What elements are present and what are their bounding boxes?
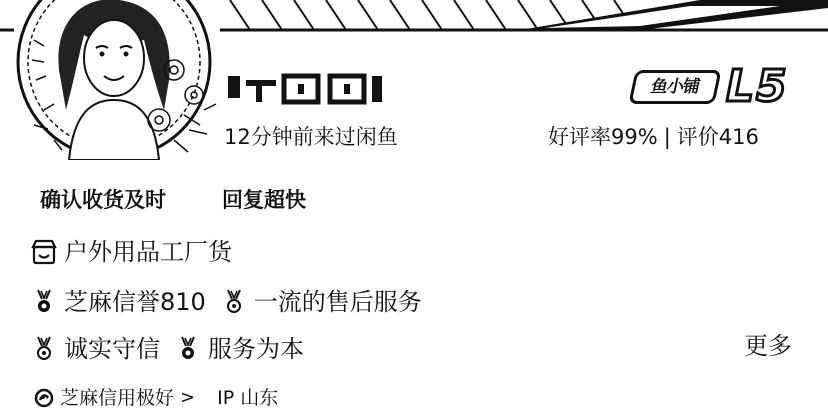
level-number: L5	[726, 61, 789, 112]
last-active-time: 12分钟前来过闲鱼	[224, 125, 398, 149]
rating-summary[interactable]	[548, 124, 759, 150]
review-count[interactable]: 评价416	[676, 125, 759, 149]
credit-footer[interactable]	[34, 385, 278, 411]
badge-row-2	[30, 333, 318, 365]
honesty-badge: 诚实守信	[64, 335, 160, 363]
medal-icon	[30, 287, 58, 317]
more-button[interactable]: 更多	[744, 332, 792, 360]
badge-row-1	[30, 286, 436, 318]
avatar[interactable]	[14, 0, 220, 160]
medal-icon	[30, 334, 58, 364]
level-badge: 鱼小铺	[628, 70, 721, 104]
store-category: 户外用品工厂货	[64, 238, 232, 266]
service-first-badge: 服务为本	[208, 335, 304, 363]
shop-level[interactable]	[632, 61, 802, 112]
sesame-credit-label[interactable]: 芝麻信用极好	[60, 387, 175, 409]
shop-name	[226, 70, 396, 110]
medal-icon	[220, 287, 248, 317]
store-category-row	[30, 236, 246, 268]
ip-location: IP 山东	[217, 387, 279, 409]
rating-separator: |	[663, 125, 671, 149]
medal-icon	[174, 334, 202, 364]
sesame-credit-icon	[34, 388, 54, 408]
store-icon	[30, 237, 58, 267]
tag-confirm-receipt: 确认收货及时	[40, 188, 166, 212]
sesame-reputation-badge: 芝麻信誉810	[64, 288, 206, 316]
good-rate: 好评率99%	[548, 125, 658, 149]
tag-fast-reply: 回复超快	[222, 188, 306, 212]
chevron-right-icon: >	[180, 387, 196, 408]
after-sales-badge: 一流的售后服务	[253, 288, 422, 316]
